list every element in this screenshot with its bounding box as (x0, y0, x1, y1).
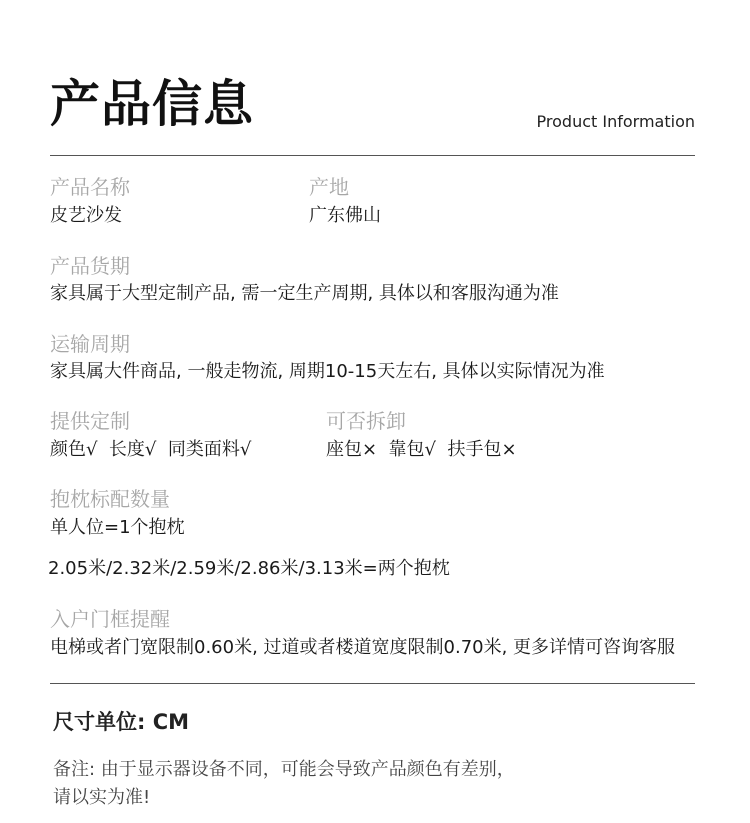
customization-value: 颜色√ 长度√ 同类面料√ (50, 439, 252, 460)
note-line-2: 请以实为准! (53, 787, 151, 808)
bottom-divider (50, 683, 695, 684)
delivery-label: 产品货期 (50, 254, 130, 278)
delivery-value: 家具属于大型定制产品, 需一定生产周期, 具体以和客服沟通为准 (50, 283, 559, 304)
top-divider (50, 155, 695, 156)
note-line-1: 备注: 由于显示器设备不同，可能会导致产品颜色有差别， (53, 759, 515, 780)
detachable-label: 可否拆卸 (326, 409, 406, 433)
origin-label: 产地 (309, 175, 349, 199)
pillow-count-single: 单人位=1个抱枕 (50, 517, 185, 538)
product-name-label: 产品名称 (50, 175, 130, 199)
product-name-value: 皮艺沙发 (50, 205, 122, 226)
pillow-count-sizes: 2.05米/2.32米/2.59米/2.86米/3.13米=两个抱枕 (48, 558, 450, 579)
door-frame-label: 入户门框提醒 (50, 607, 170, 631)
page-subtitle: Product Information (536, 112, 695, 131)
shipping-value: 家具属大件商品, 一般走物流, 周期10-15天左右, 具体以实际情况为准 (50, 361, 605, 382)
origin-value: 广东佛山 (309, 205, 381, 226)
shipping-label: 运输周期 (50, 332, 130, 356)
customization-label: 提供定制 (50, 409, 130, 433)
pillow-count-label: 抱枕标配数量 (50, 487, 170, 511)
page-title: 产品信息 (50, 75, 254, 133)
door-frame-value: 电梯或者门宽限制0.60米, 过道或者楼道宽度限制0.70米, 更多详情可咨询客服 (50, 637, 676, 658)
detachable-value: 座包× 靠包√ 扶手包× (326, 439, 517, 460)
size-unit: 尺寸单位: CM (53, 710, 190, 734)
